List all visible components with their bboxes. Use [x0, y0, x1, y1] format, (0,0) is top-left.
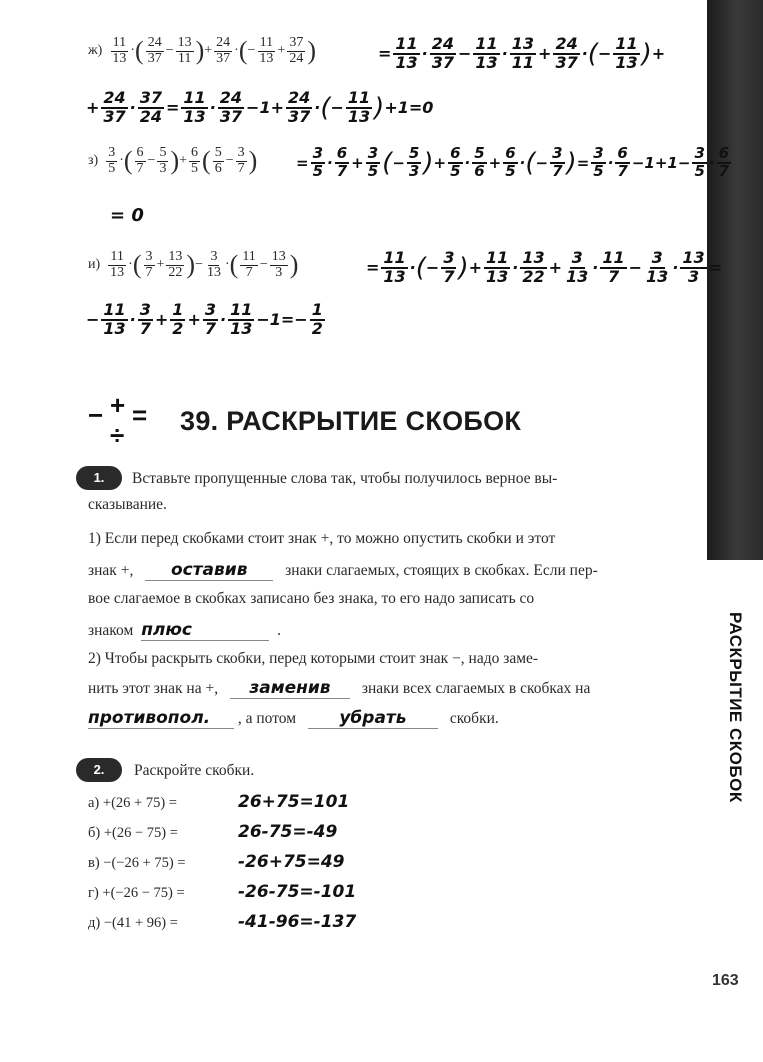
exercise-answer[interactable]: -41-96=-137 — [238, 912, 357, 932]
blank-answer-5[interactable]: убрать — [308, 708, 438, 729]
task-1-p2-line2 — [88, 678, 590, 699]
side-section-label: РАСКРЫТИЕ СКОБОК — [726, 612, 745, 803]
task-1-intro-line2: сказывание. — [88, 496, 167, 513]
fraction: $\frac{11}{13}$ — [259, 35, 274, 66]
exercise-z-printed: з) $\frac{3}{5}$ · ( $\frac{6}{7}$ − $\frac{5}{3}$ ) + $\frac{6}{5}$ ( $\frac{5}{6}$ − $\frac{3}{7}$ ) — [88, 145, 258, 176]
task-1-p1-line4 — [88, 620, 281, 641]
section-symbols-icon: − + = ÷ — [88, 390, 148, 450]
task-2-item-d — [88, 912, 356, 932]
task-2-item-g — [88, 882, 356, 902]
exercise-label: в) −(−26 + 75) = — [88, 855, 186, 871]
task-1-p2-line3 — [88, 708, 499, 729]
text: знаки слагаемых, стоящих в скобках. Если пер- — [285, 562, 598, 579]
task-1-p1-line2 — [88, 560, 598, 581]
exercise-i-solution-line1: = $\frac{11}{13}$ · ( − $\frac{3}{7}$ ) + $\frac{11}{13}$ · $\frac{13}{22}$ + $\frac{3}{13}$ · $\frac{11}{7}$ − $\frac{3}{13}$ · $\frac{13}{3}$ = — [366, 248, 723, 286]
page-number: 163 — [712, 972, 739, 989]
text: знаки всех слагаемых в скобках на — [361, 680, 591, 697]
exercise-i-solution-line2: − $\frac{11}{13}$ · $\frac{3}{7}$ + $\frac{1}{2}$ + $\frac{3}{7}$ · $\frac{11}{13}$ −1=− $\frac{1}{2}$ — [86, 300, 323, 338]
task-1-p2-line1: 2) Чтобы раскрыть скобки, перед которыми стоит знак −, надо заме- — [88, 650, 539, 667]
exercise-label: д) −(41 + 96) = — [88, 915, 178, 931]
text: . — [277, 622, 281, 639]
task-1-badge: 1. — [76, 466, 122, 490]
exercise-label: г) +(−26 − 75) = — [88, 885, 185, 901]
exercise-z-label: з) — [88, 153, 99, 169]
fraction: $\frac{24}{37}$ — [147, 35, 162, 66]
text: скобки. — [449, 710, 499, 727]
task-1-p1-line1: 1) Если перед скобками стоит знак +, то можно опустить скобки и этот — [88, 530, 556, 547]
task-2-item-v — [88, 852, 345, 872]
text: нить этот знак на +, — [88, 680, 219, 697]
task-2-badge: 2. — [76, 758, 122, 782]
task-1-intro-line1: Вставьте пропущенные слова так, чтобы получилось верное вы- — [132, 470, 558, 487]
exercise-answer[interactable]: 26-75=-49 — [238, 822, 338, 842]
exercise-zh-label: ж) — [88, 43, 103, 59]
text: знак +, — [88, 562, 134, 579]
fraction: $\frac{11}{13}$ — [112, 35, 127, 66]
task-2-item-a — [88, 792, 349, 812]
exercise-zh-solution-line2: + $\frac{24}{37}$ · $\frac{37}{24}$ = $\frac{11}{13}$ · $\frac{24}{37}$ −1+ $\frac{24}{37}$ · ( − $\frac{11}{13}$ ) +1=0 — [86, 88, 434, 126]
blank-answer-1[interactable]: оставив — [145, 560, 273, 581]
blank-answer-3[interactable]: заменив — [230, 678, 350, 699]
exercise-z-solution-line2: = 0 — [110, 205, 144, 226]
blank-answer-4[interactable]: противопол. — [88, 708, 234, 729]
task-1-p1-line3: вое слагаемое в скобках записано без знака, то его надо записать со — [88, 590, 535, 607]
fraction: $\frac{24}{37}$ — [216, 35, 231, 66]
section-title: 39. РАСКРЫТИЕ СКОБОК — [180, 406, 522, 436]
exercise-i-label: и) — [88, 257, 101, 273]
exercise-label: а) +(26 + 75) = — [88, 795, 177, 811]
text: , а потом — [237, 710, 297, 727]
exercise-label: б) +(26 − 75) = — [88, 825, 178, 841]
exercise-answer[interactable]: -26-75=-101 — [238, 882, 357, 902]
exercise-answer[interactable]: -26+75=49 — [238, 852, 345, 872]
exercise-i-printed: и) $\frac{11}{13}$ · ( $\frac{3}{7}$ + $\frac{13}{22}$ ) − $\frac{3}{13}$ · ( $\frac{11}{7}$ − $\frac{13}{3}$ ) — [88, 249, 299, 280]
text: знаком — [88, 622, 134, 639]
exercise-zh-printed: ж) $\frac{11}{13}$ · ( $\frac{24}{37}$ − $\frac{13}{11}$ ) + $\frac{24}{37}$ · ( − $\frac{11}{13}$ + $\frac{37}{24}$ ) — [88, 35, 316, 66]
task-2-instruction: Раскройте скобки. — [134, 762, 255, 779]
task-2-item-b — [88, 822, 337, 842]
exercise-z-solution-line1: = $\frac{3}{5}$ · $\frac{6}{7}$ + $\frac{3}{5}$ ( − $\frac{5}{3}$ ) + $\frac{6}{5}$ · $\frac{5}{6}$ + $\frac{6}{5}$ · ( − $\frac{3}{7}$ ) = $\frac{3}{5}$ · $\frac{6}{7}$ −1+1− $\frac{3}{5}$ · $\frac{6}{7}$ — [296, 144, 730, 180]
fraction: $\frac{37}{24}$ — [289, 35, 304, 66]
fraction: $\frac{13}{11}$ — [177, 35, 192, 66]
blank-answer-2[interactable]: плюс — [141, 620, 269, 641]
exercise-zh-solution-line1: = $\frac{11}{13}$ · $\frac{24}{37}$ − $\frac{11}{13}$ · $\frac{13}{11}$ + $\frac{24}{37}$ · ( − $\frac{11}{13}$ ) + — [378, 34, 666, 72]
exercise-answer[interactable]: 26+75=101 — [238, 792, 350, 812]
